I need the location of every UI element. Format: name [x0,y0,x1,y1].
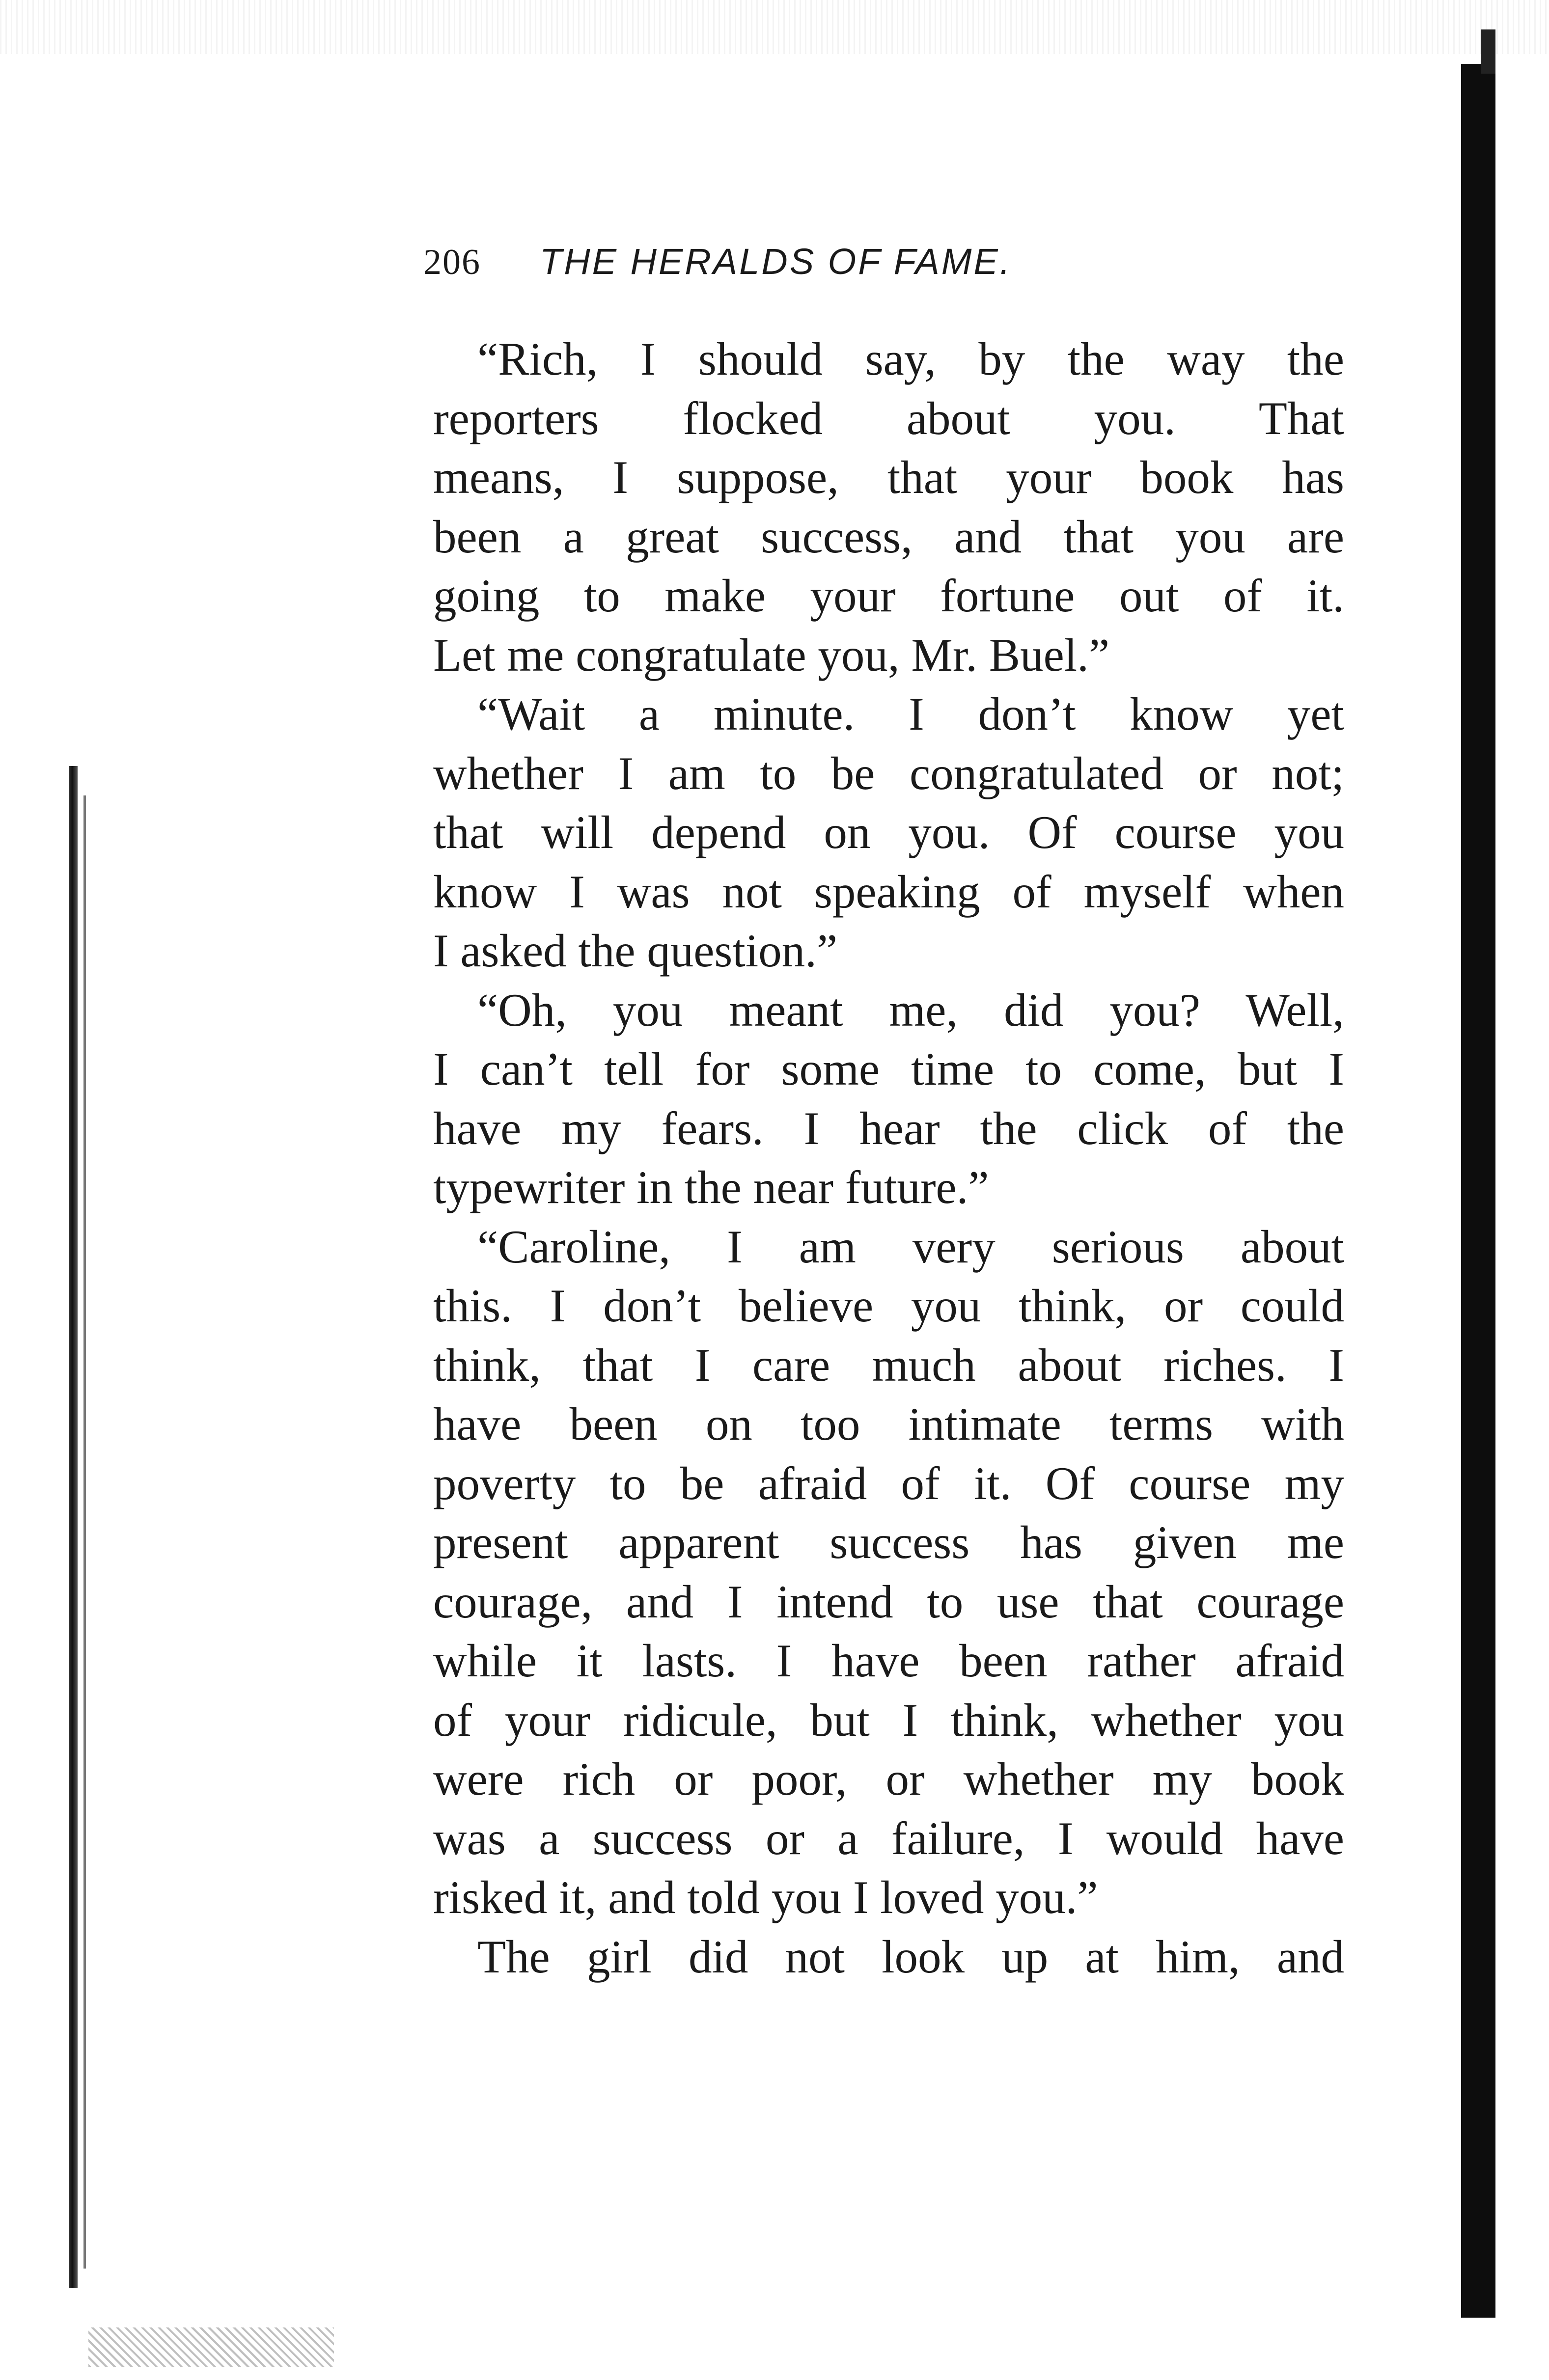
text-line: while it lasts. I have been rather afraid [433,1635,1344,1687]
text-line: I can’t tell for some time to come, but I [433,1043,1344,1095]
text-line: I asked the question.” [433,925,838,977]
text-line: “Caroline, I am very serious about [477,1220,1344,1273]
scan-noise-bottom [88,2327,334,2367]
text-line: think, that I care much about riches. I [433,1339,1344,1391]
page-number: 206 [423,242,481,282]
text-line: risked it, and told you I loved you.” [433,1871,1098,1923]
text-line: were rich or poor, or whether my book [433,1753,1344,1805]
scan-edge-left-thin [83,795,86,2269]
page-header [423,241,1406,300]
text-line: means, I suppose, that your book has [433,451,1344,503]
running-title: THE HERALDS OF FAME. [540,241,1012,282]
body-text [433,329,1344,1986]
text-line: “Oh, you meant me, did you? Well, [477,984,1344,1036]
text-line: reporters flocked about you. That [433,392,1344,444]
text-line: The girl did not look up at him, and [477,1930,1344,1983]
text-line: of your ridicule, but I think, whether you [433,1694,1344,1746]
scan-edge-right-top [1481,29,1495,74]
text-line: have been on too intimate terms with [433,1398,1344,1450]
text-line: “Rich, I should say, by the way the [477,333,1344,385]
text-line: going to make your fortune out of it. [433,570,1344,622]
text-line: know I was not speaking of myself when [433,865,1344,918]
text-line: present apparent success has given me [433,1516,1344,1568]
text-line: poverty to be afraid of it. Of course my [433,1457,1344,1509]
text-line: whether I am to be congratulated or not; [433,747,1344,799]
text-line: have my fears. I hear the click of the [433,1102,1344,1154]
text-line: that will depend on you. Of course you [433,806,1344,858]
text-line: typewriter in the near future.” [433,1161,989,1213]
scan-edge-left [69,766,78,2288]
scan-noise-top [0,0,1549,54]
text-line: was a success or a failure, I would have [433,1812,1344,1864]
text-line: this. I don’t believe you think, or could [433,1280,1344,1332]
text-line: Let me congratulate you, Mr. Buel.” [433,629,1110,681]
text-line: “Wait a minute. I don’t know yet [477,688,1344,740]
scan-edge-right [1461,64,1495,2318]
text-line: courage, and I intend to use that courage [433,1575,1344,1628]
text-line: been a great success, and that you are [433,510,1344,563]
